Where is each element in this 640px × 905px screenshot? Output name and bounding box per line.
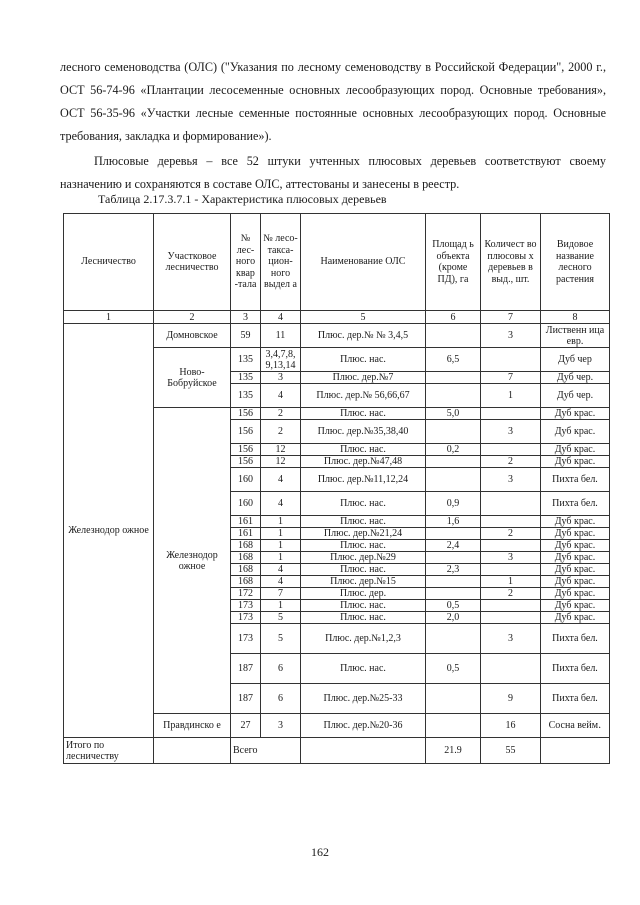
total-count: 55 [481,738,541,764]
count-cell: 2 [481,528,541,540]
count-cell: 3 [481,324,541,348]
quarter-cell: 168 [231,576,261,588]
quarter-cell: 187 [231,654,261,684]
quarter-cell: 156 [231,420,261,444]
ols-name-cell: Плюс. дер.№21,24 [301,528,426,540]
section-cell: 1 [261,540,301,552]
ols-name-cell: Плюс. нас. [301,540,426,552]
species-cell: Дуб чер [541,348,610,372]
column-number: 3 [231,311,261,324]
quarter-cell: 161 [231,516,261,528]
section-cell: 4 [261,492,301,516]
section-cell: 3 [261,372,301,384]
quarter-cell: 135 [231,372,261,384]
ols-name-cell: Плюс. нас. [301,612,426,624]
area-cell [426,372,481,384]
section-cell: 4 [261,468,301,492]
count-cell: 3 [481,420,541,444]
quarter-cell: 187 [231,684,261,714]
district-cell: Ново-Бобруйское [154,348,231,408]
species-cell: Дуб крас. [541,420,610,444]
area-cell [426,456,481,468]
species-cell: Дуб крас. [541,456,610,468]
species-cell: Дуб крас. [541,408,610,420]
section-cell: 4 [261,564,301,576]
section-cell: 11 [261,324,301,348]
ols-name-cell: Плюс. дер.№35,38,40 [301,420,426,444]
ols-name-cell: Плюс. дер.№25-33 [301,684,426,714]
quarter-cell: 135 [231,348,261,372]
count-cell [481,492,541,516]
header-cell: № лесо-такса-цион-ного выдел а [261,214,301,311]
area-cell: 1,6 [426,516,481,528]
quarter-cell: 59 [231,324,261,348]
count-cell: 3 [481,468,541,492]
total-empty-cell [301,738,426,764]
ols-name-cell: Плюс. нас. [301,408,426,420]
species-cell: Дуб чер. [541,384,610,408]
area-cell [426,552,481,564]
paragraph-2: Плюсовые деревья – все 52 штуки учтенных плюсовых деревьев соответствуют своему назначению и сохраняются в составе ОЛС, аттестованы и занесены в реестр. [60,154,606,191]
area-cell [426,468,481,492]
total-empty-cell [541,738,610,764]
quarter-cell: 161 [231,528,261,540]
area-cell [426,714,481,738]
section-cell: 5 [261,624,301,654]
species-cell: Дуб крас. [541,444,610,456]
count-cell [481,348,541,372]
area-cell [426,576,481,588]
quarter-cell: 160 [231,492,261,516]
section-cell: 12 [261,456,301,468]
quarter-cell: 168 [231,564,261,576]
species-cell: Дуб крас. [541,516,610,528]
section-cell: 5 [261,612,301,624]
section-cell: 12 [261,444,301,456]
table-caption: Таблица 2.17.3.7.1 - Характеристика плюсовых деревьев [98,192,387,206]
section-cell: 4 [261,384,301,408]
species-cell: Пихта бел. [541,492,610,516]
count-cell [481,408,541,420]
species-cell: Дуб крас. [541,612,610,624]
section-cell: 4 [261,576,301,588]
count-cell: 16 [481,714,541,738]
ols-name-cell: Плюс. нас. [301,492,426,516]
ols-name-cell: Плюс. дер.№1,2,3 [301,624,426,654]
district-cell: Железнодор ожное [154,408,231,714]
forestry-cell: Железнодор ожное [64,324,154,738]
ols-name-cell: Плюс. нас. [301,444,426,456]
count-cell: 3 [481,552,541,564]
species-cell: Дуб чер. [541,372,610,384]
quarter-cell: 156 [231,408,261,420]
area-cell: 2,4 [426,540,481,552]
quarter-cell: 168 [231,552,261,564]
section-cell: 1 [261,516,301,528]
area-cell: 0,5 [426,600,481,612]
section-cell: 3,4,7,8, 9,13,14 [261,348,301,372]
header-cell: Видовое название лесного растения [541,214,610,311]
ols-name-cell: Плюс. нас. [301,654,426,684]
column-number: 4 [261,311,301,324]
species-cell: Дуб крас. [541,588,610,600]
species-cell: Дуб крас. [541,600,610,612]
header-cell: Лесничество [64,214,154,311]
species-cell: Дуб крас. [541,576,610,588]
species-cell: Дуб крас. [541,540,610,552]
header-cell: Наименование ОЛС [301,214,426,311]
area-cell: 0,5 [426,654,481,684]
area-cell [426,528,481,540]
district-cell: Домновское [154,324,231,348]
area-cell [426,684,481,714]
section-cell: 6 [261,654,301,684]
quarter-cell: 173 [231,612,261,624]
count-cell: 1 [481,576,541,588]
paragraph-1: лесного семеноводства (ОЛС) ("Указания по лесному семеноводству в Российской Федерации", 2000 г., ОСТ 56-74-96 «Плантации лесосеменные основных лесообразующих пород. Основные требования», ОСТ 56-35-96 «Участки лесные семенные постоянные основных лесообразующих пород. Основные требования, закладка и формирование»). [60,60,606,143]
count-cell [481,444,541,456]
column-number: 1 [64,311,154,324]
ols-name-cell: Плюс. нас. [301,516,426,528]
ols-name-cell: Плюс. дер.№ 56,66,67 [301,384,426,408]
area-cell: 2,3 [426,564,481,576]
ols-name-cell: Плюс. дер.№29 [301,552,426,564]
section-cell: 2 [261,420,301,444]
quarter-cell: 168 [231,540,261,552]
area-cell: 0,2 [426,444,481,456]
quarter-cell: 173 [231,600,261,612]
section-cell: 1 [261,600,301,612]
count-cell [481,516,541,528]
area-cell: 6,5 [426,348,481,372]
column-number: 5 [301,311,426,324]
district-cell: Правдинско е [154,714,231,738]
quarter-cell: 156 [231,444,261,456]
quarter-cell: 135 [231,384,261,408]
table-header-row [64,214,610,311]
quarter-cell: 172 [231,588,261,600]
ols-name-cell: Плюс. дер. [301,588,426,600]
section-cell: 7 [261,588,301,600]
section-cell: 1 [261,552,301,564]
area-cell [426,588,481,600]
section-cell: 6 [261,684,301,714]
species-cell: Сосна вейм․ [541,714,610,738]
count-cell [481,654,541,684]
count-cell [481,600,541,612]
total-row [64,738,610,764]
column-number: 7 [481,311,541,324]
total-vsego: Всего [231,738,301,764]
area-cell: 5,0 [426,408,481,420]
ols-name-cell: Плюс. дер.№47,48 [301,456,426,468]
ols-name-cell: Плюс. дер.№ № 3,4,5 [301,324,426,348]
column-number-row [64,311,610,324]
species-cell: Пихта бел. [541,654,610,684]
species-cell: Лиственн ица евр. [541,324,610,348]
species-cell: Пихта бел. [541,468,610,492]
area-cell [426,324,481,348]
ols-name-cell: Плюс. дер.№7 [301,372,426,384]
quarter-cell: 27 [231,714,261,738]
page-number: 162 [311,845,329,859]
count-cell: 7 [481,372,541,384]
area-cell: 2,0 [426,612,481,624]
quarter-cell: 160 [231,468,261,492]
ols-name-cell: Плюс. дер.№15 [301,576,426,588]
count-cell [481,612,541,624]
area-cell [426,624,481,654]
count-cell [481,564,541,576]
header-cell: Количест во плюсовы х деревьев в выд., шт. [481,214,541,311]
species-cell: Дуб крас. [541,564,610,576]
count-cell: 3 [481,624,541,654]
area-cell: 0,9 [426,492,481,516]
count-cell: 2 [481,456,541,468]
table-row [64,324,610,348]
ols-name-cell: Плюс. дер.№20-36 [301,714,426,738]
area-cell [426,384,481,408]
count-cell [481,540,541,552]
species-cell: Дуб крас. [541,552,610,564]
species-cell: Пихта бел. [541,684,610,714]
quarter-cell: 173 [231,624,261,654]
ols-name-cell: Плюс. нас. [301,600,426,612]
area-cell [426,420,481,444]
header-cell: Участковое лесничество [154,214,231,311]
quarter-cell: 156 [231,456,261,468]
section-cell: 1 [261,528,301,540]
ols-name-cell: Плюс. нас. [301,348,426,372]
total-area: 21.9 [426,738,481,764]
column-number: 2 [154,311,231,324]
column-number: 6 [426,311,481,324]
header-cell: № лес-ного квар -тала [231,214,261,311]
species-cell: Дуб крас. [541,528,610,540]
section-cell: 3 [261,714,301,738]
total-label: Итого по лесничеству [64,738,154,764]
header-cell: Площад ь объекта (кроме ПД), га [426,214,481,311]
total-empty-cell [154,738,231,764]
count-cell: 9 [481,684,541,714]
ols-name-cell: Плюс. дер.№11,12,24 [301,468,426,492]
column-number: 8 [541,311,610,324]
section-cell: 2 [261,408,301,420]
ols-name-cell: Плюс. нас. [301,564,426,576]
plus-trees-table [63,213,610,764]
species-cell: Пихта бел. [541,624,610,654]
count-cell: 1 [481,384,541,408]
count-cell: 2 [481,588,541,600]
